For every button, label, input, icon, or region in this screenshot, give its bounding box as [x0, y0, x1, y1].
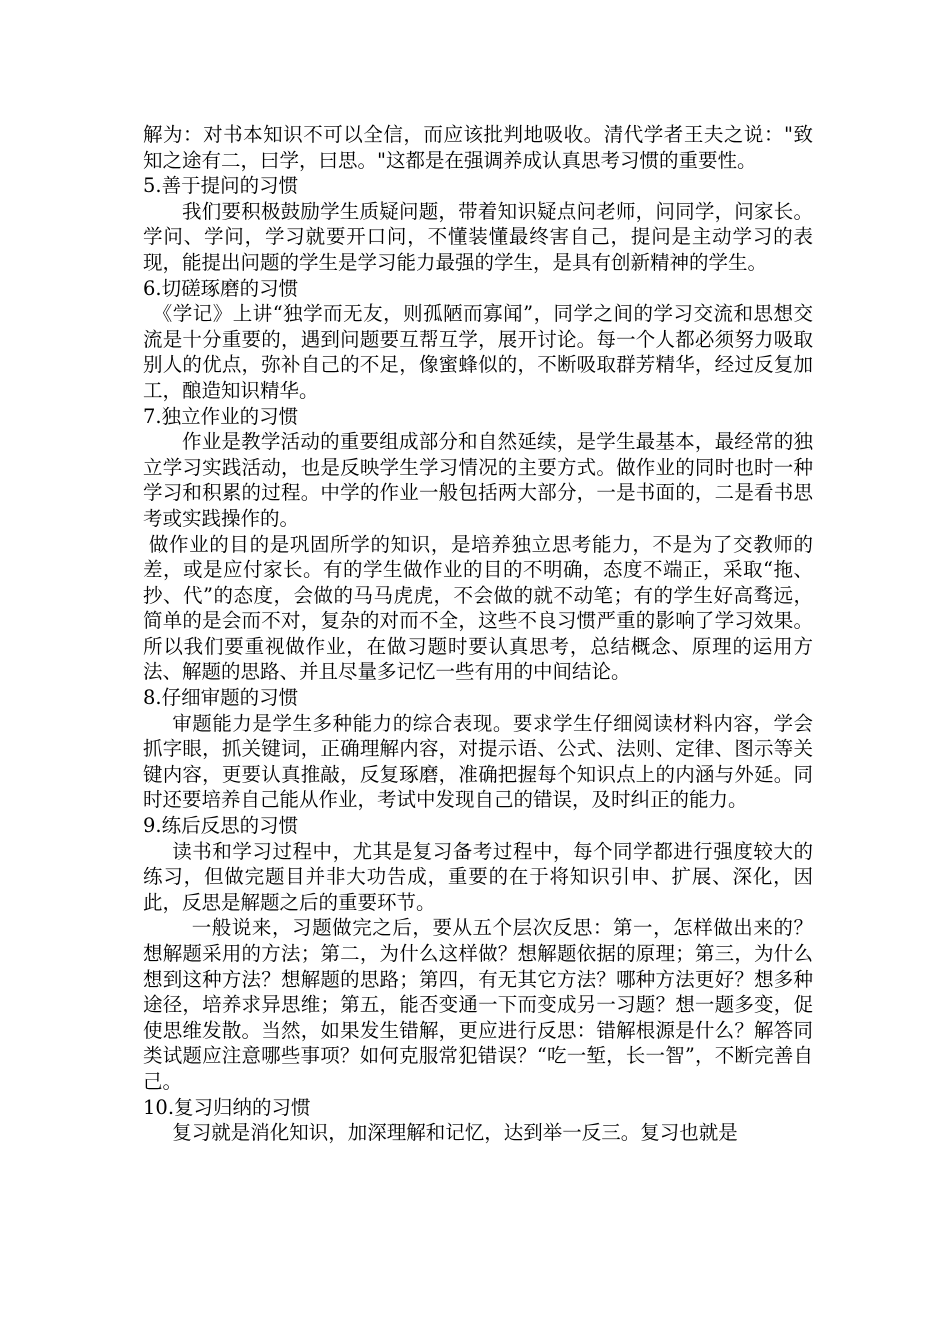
section-heading-10: 10.复习归纳的习惯 — [143, 1095, 311, 1119]
document-page — [143, 122, 813, 1146]
paragraph-review: 复习就是消化知识，加深理解和记忆，达到举一反三。复习也就是 — [172, 1121, 738, 1145]
section-heading-6: 6.切磋琢磨的习惯 — [143, 276, 299, 300]
section-heading-9: 9.练后反思的习惯 — [143, 814, 299, 838]
paragraph-homework-2: 做作业的目的是巩固所学的知识，是培养独立思考能力，不是为了交教师的差，或是应付家长。有的学生做作业的目的不明确，态度不端正，采取“拖、抄、代”的态度，会做的马马虎虎，不会做的就不动笔；有的学生好高骛远，简单的是会而不对，复杂的对而不全，这些不良习惯严重的影响了学习效果。所以我们要重视做作业，在做习题时要认真思考，总结概念、原理的运用方法、解题的思路、并且尽量多记忆一些有用的中间结论。 — [143, 532, 813, 684]
paragraph-peer-discussion: 《学记》上讲“独学而无友，则孤陋而寡闻”，同学之间的学习交流和思想交流是十分重要的，遇到问题要互帮互学，展开讨论。每一个人都必须努力吸取别人的优点，弥补自己的不足，像蜜蜂似的，不断吸取群芳精华，经过反复加工，酿造知识精华。 — [143, 302, 813, 402]
paragraph-intro: 解为：对书本知识不可以全信，而应该批判地吸收。清代学者王夫之说："致知之途有二，曰学，曰思。"这都是在强调养成认真思考习惯的重要性。 — [143, 123, 813, 172]
paragraph-reflection-1: 读书和学习过程中，尤其是复习备考过程中，每个同学都进行强度较大的练习，但做完题目并非大功告成，重要的在于将知识引申、扩展、深化，因此，反思是解题之后的重要环节。 — [143, 839, 813, 914]
paragraph-homework-1: 作业是教学活动的重要组成部分和自然延续，是学生最基本，最经常的独立学习实践活动，也是反映学生学习情况的主要方式。做作业的同时也时一种学习和积累的过程。中学的作业一般包括两大部分，一是书面的，二是看书思考或实践操作的。 — [143, 430, 813, 530]
paragraph-reading-questions: 审题能力是学生多种能力的综合表现。要求学生仔细阅读材料内容，学会抓字眼，抓关键词，正确理解内容，对提示语、公式、法则、定律、图示等关键内容，更要认真推敲，反复琢磨，准确把握每个知识点上的内涵与外延。同时还要培养自己能从作业，考试中发现自己的错误，及时纠正的能力。 — [143, 711, 813, 812]
section-heading-8: 8.仔细审题的习惯 — [143, 686, 299, 710]
section-heading-5: 5.善于提问的习惯 — [143, 174, 299, 198]
paragraph-asking-questions: 我们要积极鼓励学生质疑问题，带着知识疑点问老师，问同学，问家长。学问、学问，学习就要开口问，不懂装懂最终害自己，提问是主动学习的表现，能提出问题的学生是学习能力最强的学生，是具有创新精神的学生。 — [143, 199, 813, 274]
section-heading-7: 7.独立作业的习惯 — [143, 404, 299, 428]
paragraph-reflection-2: 一般说来，习题做完之后，要从五个层次反思：第一，怎样做出来的？想解题采用的方法；第二，为什么这样做？想解题依据的原理；第三，为什么想到这种方法？想解题的思路；第四，有无其它方法？哪种方法更好？想多种途径，培养求异思维；第五，能否变通一下而变成另一习题？想一题多变，促使思维发散。当然，如果发生错解，更应进行反思：错解根源是什么？解答同类试题应注意哪些事项？如何克服常犯错误？“吃一堑，长一智”，不断完善自己。 — [143, 916, 813, 1093]
